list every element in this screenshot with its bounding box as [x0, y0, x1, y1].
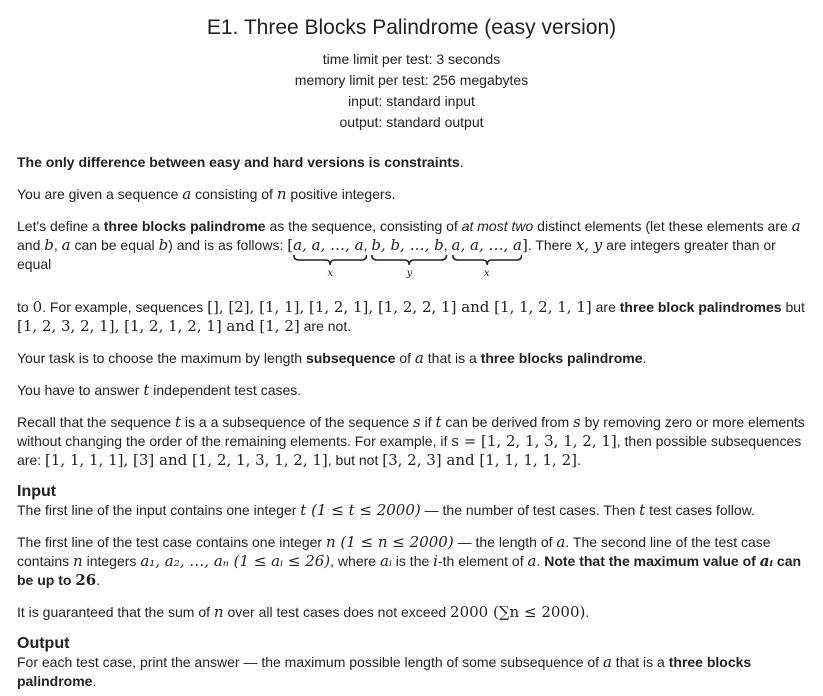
problem-title: E1. Three Blocks Palindrome (easy version) [206, 16, 617, 39]
input-heading: Input [17, 483, 57, 500]
block-x1: a, a, …, a, x [293, 236, 368, 279]
memory-limit: memory limit per test: 256 megabytes [294, 72, 529, 88]
task-paragraph: Your task is to choose the maximum by length subsequence of a that is a three blocks palindrome. [17, 349, 647, 367]
recall-paragraph: Recall that the sequence t is a a subsequence of the sequence s if t can be derived from s by removing zero or more elements without changing the order of the remaining elements. For example, if s = [1, 2, 1, 3, 1, 2, 1], then possible subsequences are: [1, 1, 1, 1], [3] and [1, 2, 1, 3, 1, 2, 1], but not [3, 2, 3] and [1, 1, 1, 1, 2]. [17, 413, 805, 469]
block-x2: a, a, …, a x [451, 236, 522, 279]
examples-paragraph: to 0. For example, sequences [], [2], [1, 1], [1, 2, 1], [1, 2, 2, 1] and [1, 1, 2, 1, 1] are three block palindromes but [1, 2, 3, 2, 1], [1, 2, 1, 2, 1] and [1, 2] are not. [17, 298, 805, 335]
input-line-2: The first line of the test case contains one integer n (1 ≤ n ≤ 2000) — the length of a. The second line of the test case contains n integers a₁, a₂, …, aₙ (1 ≤ aᵢ ≤ 26), where aᵢ is the i-th element of a. Note that the maximum value of aᵢ can be up to 26. [17, 533, 802, 589]
difference-note: The only difference between easy and hard versions is constraints. [17, 154, 464, 170]
input-line-3: It is guaranteed that the sum of n over all test cases does not exceed 2000 (∑n ≤ 2000). [17, 603, 590, 621]
output-line-1: For each test case, print the answer — the maximum possible length of some subsequence of a that is a three blocks palindrome. [17, 653, 752, 689]
input-line-1: The first line of the input contains one integer t (1 ≤ t ≤ 2000) — the number of test cases. Then t test cases follow. [17, 501, 755, 519]
block-y: b, b, …, b, y [371, 236, 448, 279]
output-file: output: standard output [339, 114, 484, 130]
input-file: input: standard input [348, 93, 475, 109]
problem-header [0, 0, 823, 133]
problem-statement [0, 153, 823, 691]
given-sentence: You are given a sequence a consisting of n positive integers. [17, 185, 396, 203]
output-heading: Output [17, 635, 70, 652]
time-limit: time limit per test: 3 seconds [322, 51, 501, 67]
definition-paragraph: Let's define a three blocks palindrome as the sequence, consisting of at most two distinct elements (let these elements are a and b, a can be equal b) and is as follows: [a, a, …, a, x b, b, …, b, y a, a, …, a x ]. There x, y are integers greater than or equal [17, 217, 801, 279]
tests-paragraph: You have to answer t independent test cases. [17, 381, 302, 399]
